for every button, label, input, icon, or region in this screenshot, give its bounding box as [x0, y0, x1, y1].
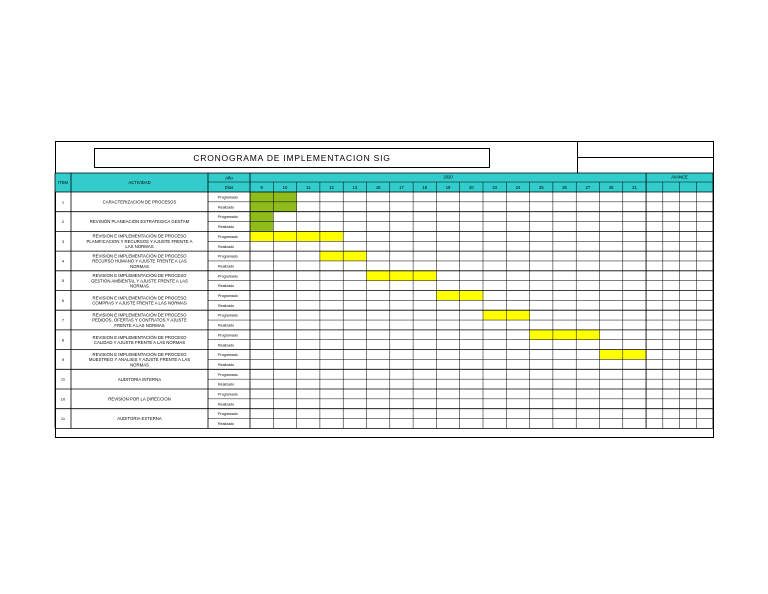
gantt-bar	[436, 291, 459, 301]
item-number: 7	[61, 317, 65, 323]
activity-label: RECURSO HUMANO Y AJUSTE FRENTE A LAS	[92, 258, 187, 264]
activity-label: COMPRAS Y AJUSTE FRENTE A LAS NORMAS	[92, 300, 187, 306]
gantt-bar	[506, 310, 529, 320]
activity-label: REVISION E IMPLEMENTACIÓN DE PROCESO	[92, 334, 187, 340]
header-item: ITEM	[57, 180, 69, 185]
programado-label: Programado	[218, 353, 238, 358]
gantt-bar	[623, 350, 646, 360]
item-number: 3	[61, 238, 65, 244]
gantt-bar	[390, 271, 413, 281]
item-number: 4	[61, 258, 65, 264]
programado-label: Programado	[218, 234, 238, 239]
gantt-bar	[413, 271, 436, 281]
day-label: 28	[608, 185, 614, 190]
activity-label: REVISION E IMPLEMENTACION DE PROCESO	[92, 351, 187, 357]
activity-label: CARACTERIZACION DE PROCESOS	[102, 199, 177, 205]
realizado-label: Realizado	[218, 284, 234, 289]
activity-label: AUDITORIA INTERNA	[117, 376, 162, 382]
realizado-label: Realizado	[218, 205, 234, 210]
gantt-bar	[273, 192, 296, 202]
activity-label: LAS NORMAS	[125, 244, 154, 250]
programado-label: Programado	[218, 313, 238, 318]
realizado-label: Realizado	[218, 323, 234, 328]
realizado-label: Realizado	[218, 244, 234, 249]
gantt-bar	[273, 231, 296, 241]
item-number: 9	[61, 356, 65, 362]
gantt-bar	[460, 291, 483, 301]
activity-label: NORMAS	[130, 362, 149, 368]
realizado-label: Realizado	[218, 264, 234, 269]
programado-label: Programado	[218, 392, 238, 397]
activity-label: REVISION E IMPLEMENTACIÓN DE PROCESO	[92, 253, 187, 259]
day-label: 20	[469, 185, 474, 190]
programado-label: Programado	[218, 412, 238, 417]
realizado-label: Realizado	[218, 362, 234, 367]
gantt-bar	[553, 330, 576, 340]
activity-label: REVISION E IMPLEMENTACIÓN DE PROCESO	[92, 233, 187, 239]
gantt-bar	[530, 330, 553, 340]
item-number: 11	[60, 376, 66, 382]
gantt-bar	[250, 202, 273, 212]
programado-label: Programado	[218, 372, 238, 377]
gantt-bar	[250, 212, 273, 222]
realizado-label: Realizado	[218, 225, 234, 230]
realizado-label: Realizado	[218, 382, 234, 387]
gantt-bar	[343, 251, 366, 261]
day-label: 9	[260, 185, 263, 190]
day-label: 27	[585, 185, 591, 190]
gantt-bar	[320, 251, 343, 261]
activity-label: REVISION E IMPLEMENTACIÓN DE PROCESO	[92, 273, 187, 279]
header-ano: Año	[225, 175, 233, 181]
day-label: 16	[375, 185, 381, 190]
header-dias: Días	[224, 185, 234, 190]
activity-label: MUESTREO Y ANALISIS Y AJUSTE FRENTE A LAS	[88, 357, 191, 363]
programado-label: Programado	[218, 333, 238, 338]
activity-label: REVISION E IMPLEMENTACIÓN DE PROCESO	[92, 312, 187, 318]
gantt-bar	[483, 310, 506, 320]
gantt-bar	[250, 222, 273, 232]
programado-label: Programado	[218, 294, 238, 298]
day-label: 17	[399, 185, 404, 190]
item-number: 2	[61, 219, 65, 225]
day-label: 24	[515, 185, 521, 190]
activity-label: PLANIFICACION Y RECURSOS Y AJUSTE FRENTE A	[86, 238, 193, 244]
page-title: CRONOGRAMA DE IMPLEMENTACION SIG	[94, 148, 490, 168]
day-label: 12	[329, 185, 334, 190]
day-label: 13	[352, 185, 358, 190]
activity-label: REVISIÓN PLANEACIÓN ESTRATEGICA GESTAM	[89, 219, 190, 225]
realizado-label: Realizado	[218, 303, 234, 308]
day-label: 18	[422, 185, 428, 190]
activity-label: REVISION POR LA DIRECCION	[108, 396, 171, 402]
header-year: 2020	[443, 174, 453, 180]
gantt-bar	[367, 271, 390, 281]
activity-label: GESTION AMBIENTAL Y AJUSTE FRENTE A LAS	[91, 278, 188, 284]
item-number: 1	[61, 199, 65, 205]
day-label: 25	[538, 185, 544, 190]
realizado-label: Realizado	[218, 422, 234, 427]
programado-label: Programado	[218, 215, 238, 220]
item-number: 10	[60, 396, 66, 402]
activity-label: NORMAS	[130, 283, 149, 289]
activity-label: PEDIDOS, OFERTAS Y CONTRATOS Y AJUSTE	[92, 317, 187, 323]
gantt-bar	[250, 231, 273, 241]
header-actividad: ACTIVIDAD	[128, 180, 151, 185]
gantt-bar	[273, 202, 296, 212]
item-number: 5	[61, 278, 65, 284]
activity-label: REVISION E IMPLEMENTACIÓN DE PROCESO	[92, 295, 187, 301]
gantt-bar	[320, 231, 343, 241]
item-number: 8	[61, 337, 65, 343]
day-label: 23	[492, 185, 497, 190]
gantt-bar	[250, 192, 273, 202]
activity-label: CALIDAD Y AJUSTE FRENTE A LAS NORMAS	[93, 339, 186, 345]
item-number: 6	[61, 297, 65, 303]
programado-label: Programado	[218, 274, 238, 279]
activity-label: FRENTE A LAS NORMAS	[114, 322, 165, 328]
programado-label: Programado	[218, 254, 238, 259]
day-label: 10	[282, 185, 288, 190]
item-number: 11	[60, 416, 66, 422]
activity-label: NORMAS	[130, 263, 149, 269]
programado-label: Programado	[218, 195, 238, 200]
realizado-label: Realizado	[218, 343, 234, 348]
gantt-bar	[600, 350, 623, 360]
day-label: 19	[445, 185, 451, 190]
day-label: 26	[562, 185, 567, 190]
realizado-label: Realizado	[218, 402, 234, 407]
day-label: 31	[632, 185, 637, 190]
activity-label: AUDITORIA EXTERNA	[117, 416, 162, 422]
gantt-bar	[576, 330, 599, 340]
gantt-bar	[297, 231, 320, 241]
header-avance: AVANCE	[671, 174, 688, 180]
day-label: 11	[306, 185, 311, 190]
